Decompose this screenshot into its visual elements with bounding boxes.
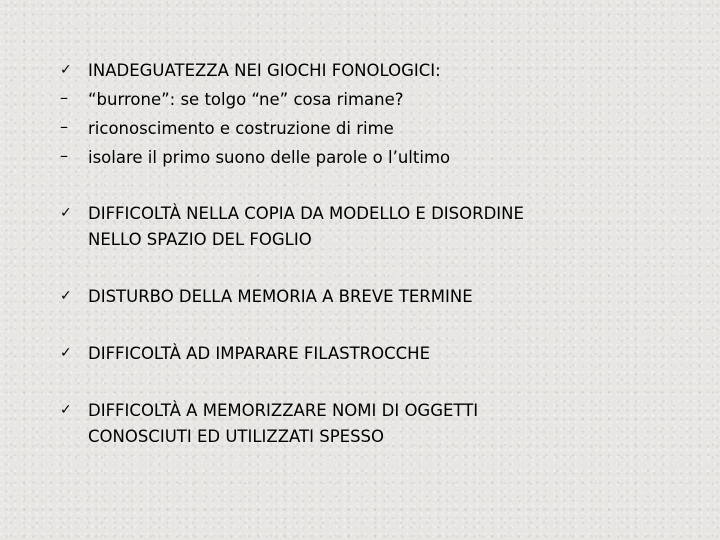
checkmark-icon: ✓ xyxy=(60,205,72,221)
bullet-text-line: CONOSCIUTI ED UTILIZZATI SPESSO xyxy=(88,427,385,446)
bullet-text-line: NELLO SPAZIO DEL FOGLIO xyxy=(88,230,312,249)
sub-bullet-item xyxy=(60,87,404,113)
bullet-text xyxy=(88,201,524,253)
bullet-text: DIFFICOLTÀ AD IMPARARE FILASTROCCHE xyxy=(88,344,431,363)
sub-bullet-text: isolare il primo suono delle parole o l’ultimo xyxy=(88,148,451,167)
dash-bullet-icon: – xyxy=(60,146,68,165)
sub-bullet-item xyxy=(60,145,450,171)
bullet-text-line: DIFFICOLTÀ NELLA COPIA DA MODELLO E DISORDINE xyxy=(88,204,524,223)
dash-bullet-icon: – xyxy=(60,117,68,136)
bullet-text xyxy=(88,398,478,450)
sub-bullet-text: riconoscimento e costruzione di rime xyxy=(88,119,394,138)
checkmark-icon: ✓ xyxy=(60,345,72,361)
bullet-item-filastrocche xyxy=(60,341,430,367)
checkmark-icon: ✓ xyxy=(60,62,72,78)
dash-bullet-icon: – xyxy=(60,88,68,107)
bullet-text-line: DIFFICOLTÀ A MEMORIZZARE NOMI DI OGGETTI xyxy=(88,401,479,420)
bullet-item-fonologici xyxy=(60,58,441,84)
bullet-item-nomi xyxy=(60,398,478,450)
bullet-item-copia xyxy=(60,201,524,253)
sub-bullet-text: “burrone”: se tolgo “ne” cosa rimane? xyxy=(88,90,404,109)
checkmark-icon: ✓ xyxy=(60,288,72,304)
bullet-text: DISTURBO DELLA MEMORIA A BREVE TERMINE xyxy=(88,287,473,306)
sub-bullet-item xyxy=(60,116,394,142)
bullet-text: INADEGUATEZZA NEI GIOCHI FONOLOGICI: xyxy=(88,61,441,80)
bullet-item-memoria xyxy=(60,284,473,310)
checkmark-icon: ✓ xyxy=(60,402,72,418)
